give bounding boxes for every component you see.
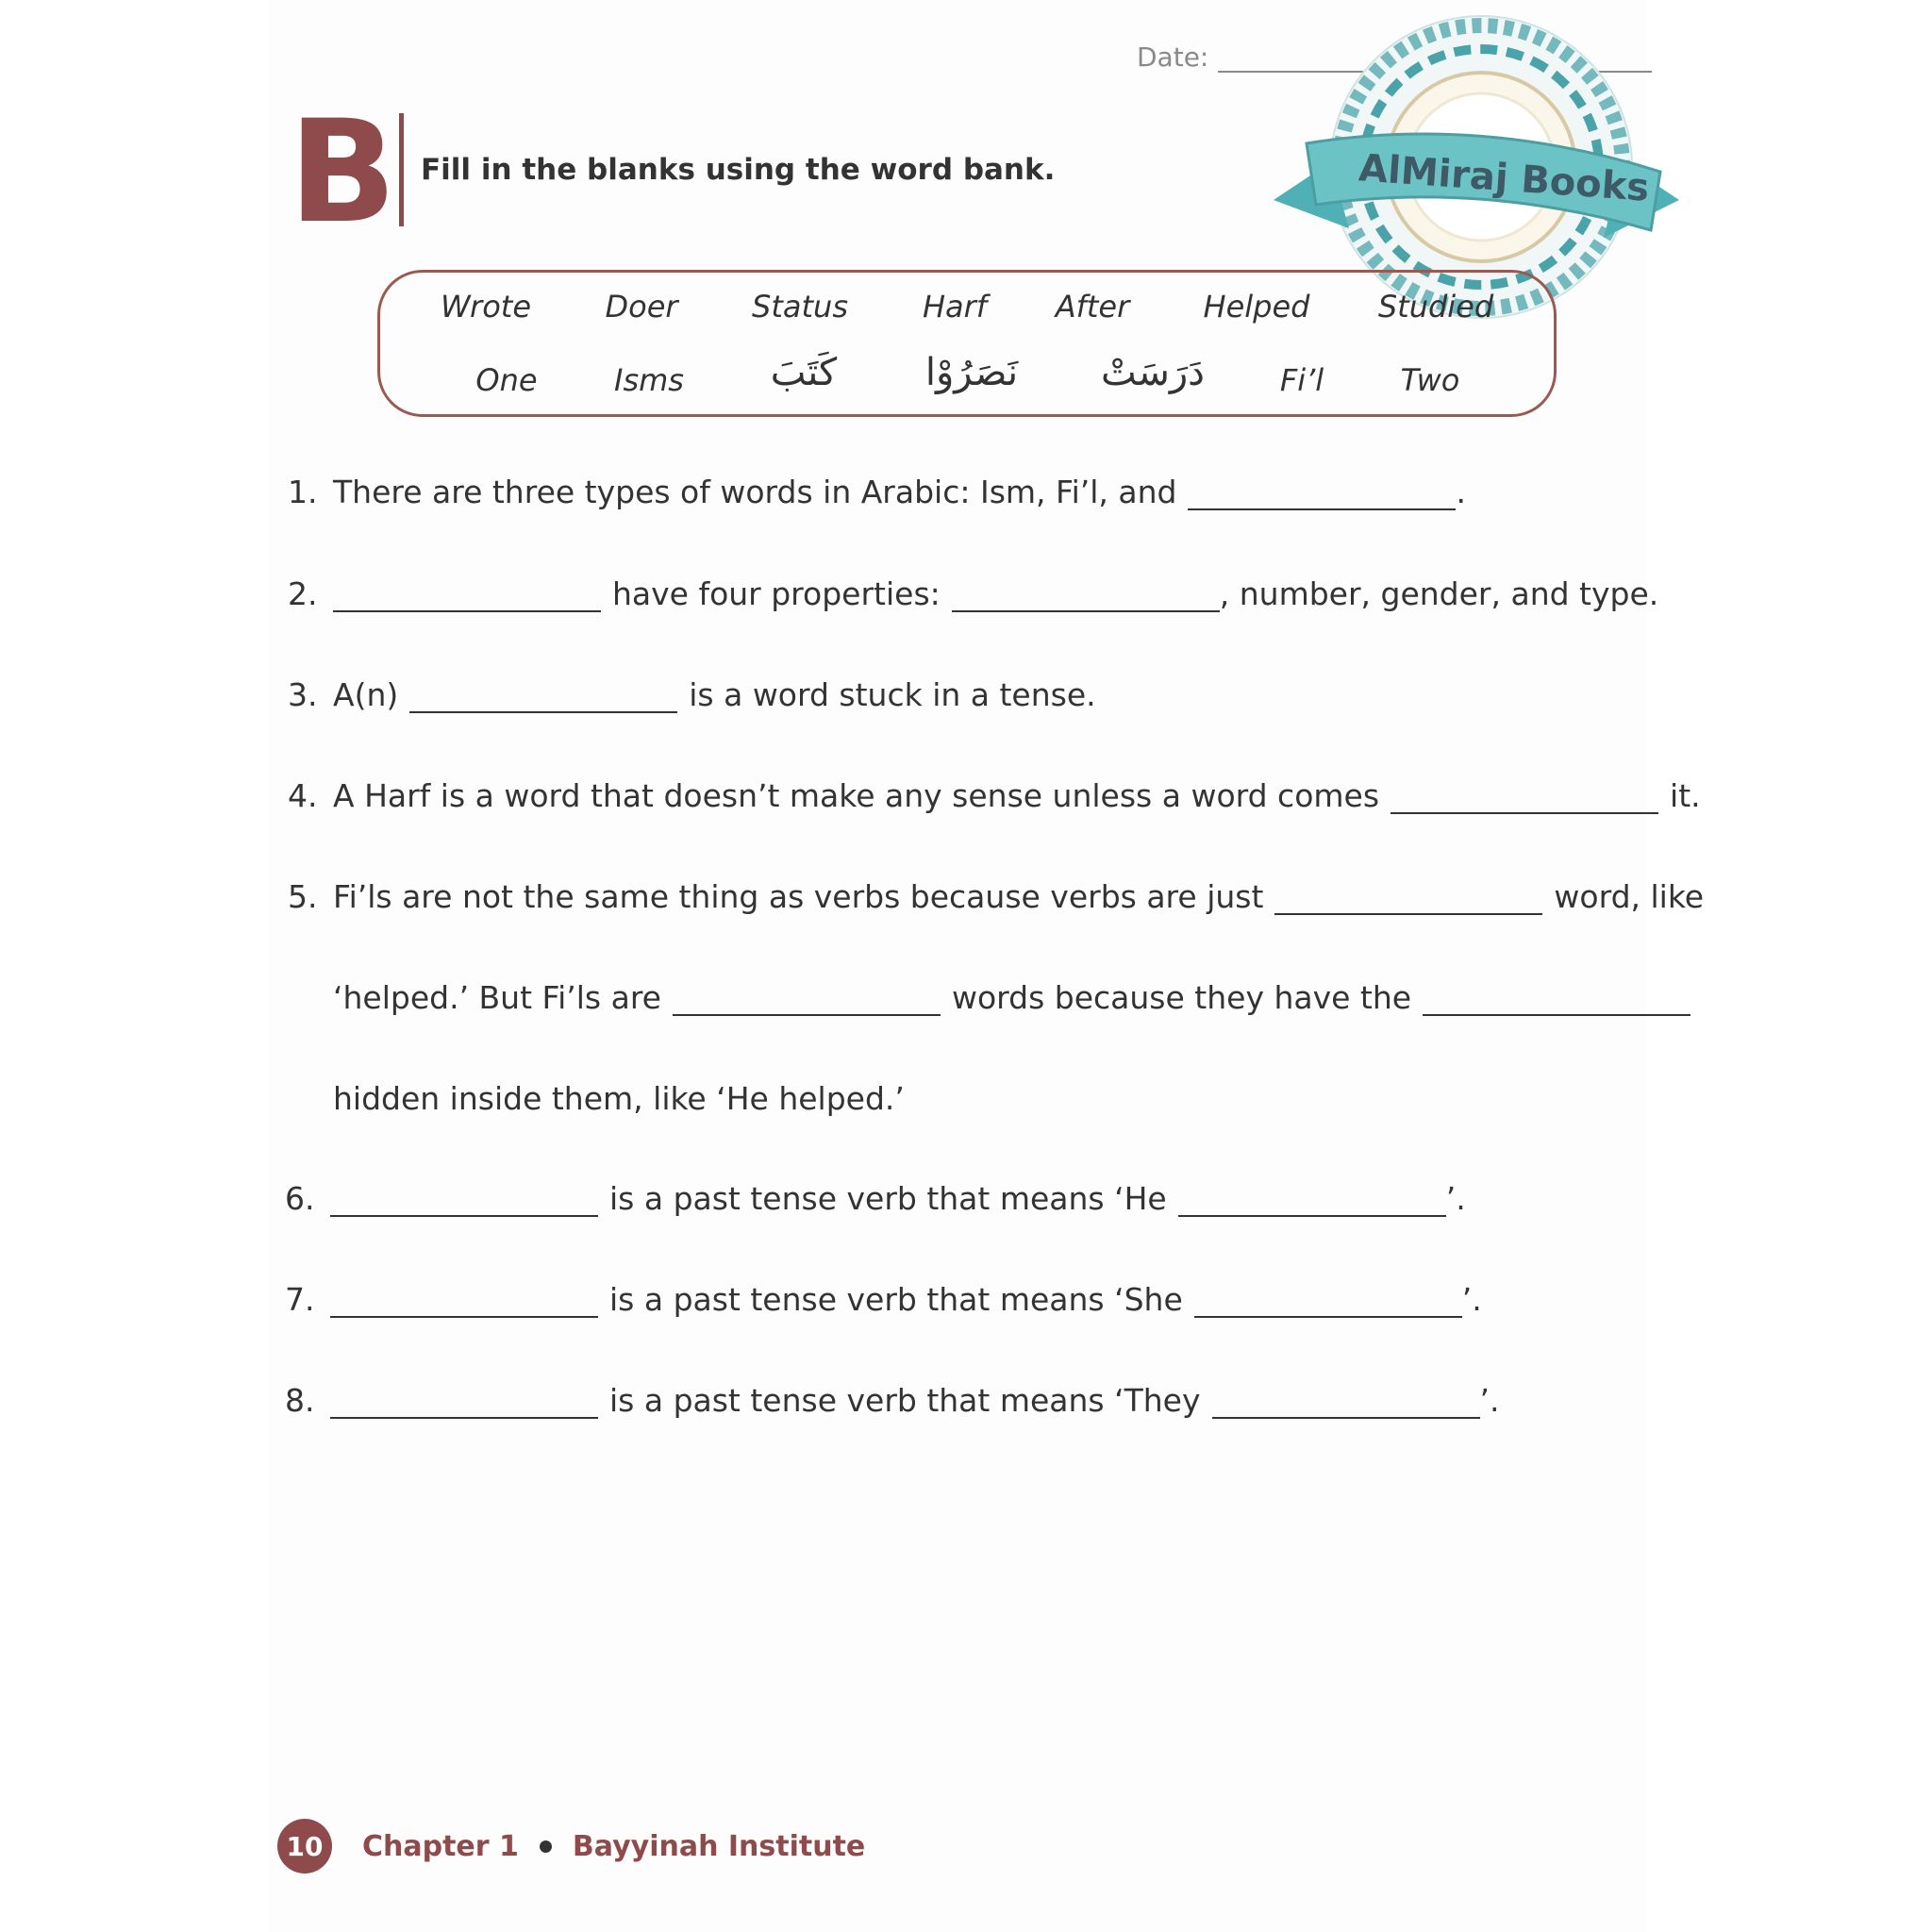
question-number: 8. [285, 1382, 315, 1419]
question-text: is a past tense verb that means ‘She [609, 1281, 1183, 1318]
chapter-label: Chapter 1 [362, 1829, 519, 1863]
question-number: 5. [288, 878, 318, 915]
word-bank-item: Helped [1203, 289, 1310, 325]
question-number: 7. [285, 1281, 315, 1318]
question-8 [285, 1382, 1500, 1419]
answer-blank[interactable] [952, 580, 1220, 612]
question-1 [288, 474, 1466, 510]
word-bank-item: One [475, 362, 538, 398]
question-text: ‘helped.’ But Fi’ls are [333, 979, 661, 1016]
question-text: There are three types of words in Arabic: Ism, Fi’l, and [333, 474, 1177, 510]
answer-blank[interactable] [409, 681, 677, 713]
section-letter: B [289, 91, 397, 255]
question-text: A Harf is a word that doesn’t make any sense unless a word comes [333, 777, 1380, 814]
answer-blank[interactable] [330, 1286, 598, 1318]
answer-blank[interactable] [1178, 1185, 1446, 1217]
word-bank-item: After [1055, 289, 1130, 325]
question-2 [288, 575, 1658, 612]
question-text: , number, gender, and type. [1219, 575, 1659, 612]
answer-blank[interactable] [330, 1185, 598, 1217]
page-footer [277, 1819, 865, 1874]
publisher-label: Bayyinah Institute [572, 1829, 866, 1863]
question-number: 1. [288, 474, 318, 510]
question-text: ’. [1445, 1180, 1466, 1217]
question-7 [285, 1281, 1482, 1318]
question-text: is a past tense verb that means ‘They [609, 1382, 1201, 1419]
question-text: is a past tense verb that means ‘He [609, 1180, 1167, 1217]
answer-blank[interactable] [1212, 1387, 1480, 1419]
question-5-line-2 [333, 979, 1702, 1016]
question-text: ’. [1479, 1382, 1500, 1419]
question-number: 2. [288, 575, 318, 612]
question-text: A(n) [333, 676, 399, 713]
question-3 [288, 676, 1096, 713]
answer-blank[interactable] [333, 580, 601, 612]
question-4 [288, 777, 1701, 814]
date-label: Date: [1137, 42, 1209, 73]
answer-blank[interactable] [673, 984, 941, 1016]
answer-blank[interactable] [1274, 883, 1542, 915]
question-number: 6. [285, 1180, 315, 1217]
question-6 [285, 1180, 1466, 1217]
question-text: Fi’ls are not the same thing as verbs because verbs are just [333, 878, 1264, 915]
word-bank-item: Doer [605, 289, 678, 325]
word-bank-item: Harf [922, 289, 988, 325]
answer-blank[interactable] [1194, 1286, 1462, 1318]
question-text: it. [1670, 777, 1701, 814]
word-bank-item: Fi’l [1279, 362, 1324, 398]
bullet-separator [540, 1840, 552, 1853]
word-bank-item: Wrote [440, 289, 532, 325]
section-divider [399, 113, 404, 226]
question-text: ’. [1461, 1281, 1482, 1318]
word-bank-item: Two [1400, 362, 1460, 398]
word-bank-item: Isms [614, 362, 684, 398]
word-bank-arabic-item: كَتَبَ [770, 351, 838, 394]
question-number: 4. [288, 777, 318, 814]
word-bank-arabic-item: دَرَسَتْ [1101, 351, 1205, 394]
answer-blank[interactable] [1423, 984, 1690, 1016]
question-5-line-1 [288, 878, 1704, 915]
question-text: is a word stuck in a tense. [689, 676, 1096, 713]
question-5-line-3 [333, 1080, 905, 1117]
section-instruction: Fill in the blanks using the word bank. [421, 153, 1056, 187]
answer-blank[interactable] [330, 1387, 598, 1419]
word-bank-arabic-item: نَصَرُوْا [924, 351, 1019, 394]
question-text: . [1456, 474, 1466, 510]
answer-blank[interactable] [1391, 782, 1658, 814]
answer-blank[interactable] [1188, 478, 1456, 510]
page-number-badge: 10 [277, 1819, 332, 1874]
question-text: word, like [1554, 878, 1705, 915]
question-number: 3. [288, 676, 318, 713]
watermark-text: AlMiraj Books [1357, 146, 1651, 210]
question-text: have four properties: [612, 575, 941, 612]
question-text: words because they have the [951, 979, 1412, 1016]
word-bank-item: Studied [1377, 289, 1494, 325]
word-bank-item: Status [752, 289, 848, 325]
question-text: hidden inside them, like ‘He helped.’ [333, 1080, 905, 1117]
